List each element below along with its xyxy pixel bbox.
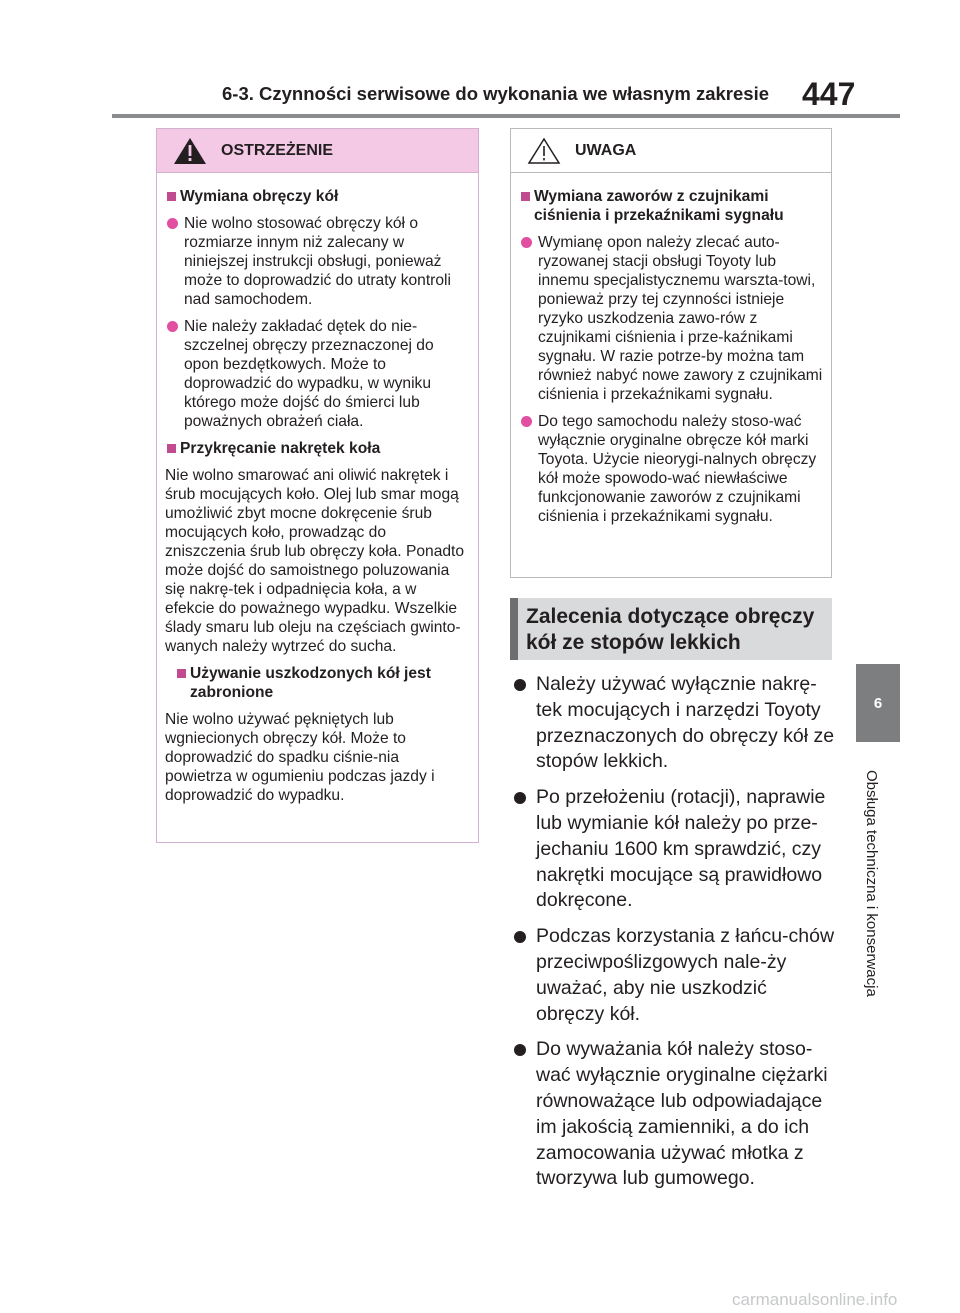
warning-triangle-icon [173, 137, 207, 165]
warning-header [157, 129, 478, 173]
main-list [510, 672, 840, 1202]
dot-bullet-icon [514, 1044, 526, 1056]
square-bullet-icon [177, 669, 186, 678]
warning-bullet: Nie należy zakładać dętek do nie-szczelnej obręczy przeznaczonej do opon bezdętkowych. Może to doprowadzić do wypadku, w wyniku którego może dojść do śmierci lub poważnych obrażeń ciała. [165, 317, 470, 431]
warning-paragraph: Nie wolno smarować ani oliwić nakrętek i śrub mocujących koło. Olej lub smar mogą umożliwić zbyt mocne dokręcenie śrub mocujących koło, prowadząc do zniszczenia śrub lub obręczy koła. Ponadto może dojść do samoistnego poluzowania się nakrę-tek i odpadnięcia koła, a w efekcie do poważnego wypadku. Wszelkie ślady smaru lub oleju na częściach gwinto-wanych należy wytrzeć do sucha. [165, 467, 465, 655]
dot-bullet-icon [514, 679, 526, 691]
list-item: Do wyważania kół należy stoso-wać wyłącznie oryginalne ciężarki równoważące lub odpowiadające im jakością zamienniki, a do ich zamocowania używać młotka z tworzywa lub gumowego. [510, 1037, 840, 1192]
page-number: 447 [802, 76, 856, 112]
warning-bullet: Nie wolno stosować obręczy kół o rozmiarze innym niż zalecany w niniejszej instrukcji obsługi, ponieważ może to doprowadzić do utraty kontroli nad samochodem. [165, 214, 470, 309]
dot-bullet-icon [167, 321, 178, 332]
dot-bullet-icon [521, 237, 532, 248]
warning-subheading: Używanie uszkodzonych kół jest zabronione [165, 664, 470, 702]
section-heading: Zalecenia dotyczące obręczy kół ze stopów lekkich [510, 598, 832, 660]
square-bullet-icon [521, 192, 530, 201]
dot-bullet-icon [514, 931, 526, 943]
chapter-tab[interactable]: 6 [856, 664, 900, 742]
header-rule [112, 114, 900, 118]
caution-bullet: Wymianę opon należy zlecać auto-ryzowanej stacji obsługi Toyoty lub innemu specjalistycznemu warszta-towi, ponieważ przy tej czynności istnieje ryzyko uszkodzenia zawo-rów z czujnikami ciśnienia i prze-kaźnikami sygnału. W razie potrze-by można tam również nabyć nowe zawory z czujnikami ciśnienia i przekaźnikami sygnału. [519, 233, 823, 404]
caution-bullet: Do tego samochodu należy stoso-wać wyłącznie oryginalne obręcze kół marki Toyota. Użycie nieorygi-nalnych obręczy kół może spowodo-wać niewłaściwe funkcjonowanie zaworów z czujnikami ciśnienia i przekaźnikami sygnału. [519, 412, 823, 526]
dot-bullet-icon [167, 218, 178, 229]
warning-subheading: Przykręcanie nakrętek koła [165, 439, 470, 458]
watermark: carmanualsonline.info [732, 1290, 898, 1309]
square-bullet-icon [167, 192, 176, 201]
warning-paragraph: Nie wolno używać pękniętych lub wgniecionych obręczy kół. Może to doprowadzić do spadku ciśnie-nia powietrza w ogumieniu podczas jazdy i doprowadzić do wypadku. [165, 711, 435, 804]
chapter-title-vertical: Obsługa techniczna i konserwacja [863, 770, 880, 997]
warning-box [156, 128, 479, 843]
list-item: Po przełożeniu (rotacji), naprawie lub wymianie kół należy po prze-jechaniu 1600 km sprawdzić, czy nakrętki mocujące są prawidłowo dokręcone. [510, 785, 840, 914]
dot-bullet-icon [521, 416, 532, 427]
list-item: Należy używać wyłącznie nakrę-tek mocujących i narzędzi Toyoty przeznaczonych do obręczy kół ze stopów lekkich. [510, 672, 840, 775]
caution-subheading: Wymiana zaworów z czujnikami ciśnienia i przekaźnikami sygnału [519, 187, 823, 225]
warning-subheading: Wymiana obręczy kół [165, 187, 470, 206]
caution-header [511, 129, 831, 173]
dot-bullet-icon [514, 792, 526, 804]
page-header-title: 6-3. Czynności serwisowe do wykonania we własnym zakresie [222, 83, 769, 104]
caution-title: UWAGA [575, 141, 637, 159]
caution-triangle-icon [527, 137, 561, 165]
warning-title: OSTRZEŻENIE [221, 141, 334, 159]
caution-box [510, 128, 832, 578]
square-bullet-icon [167, 444, 176, 453]
list-item: Podczas korzystania z łańcu-chów przeciwpoślizgowych nale-ży uważać, aby nie uszkodzić obręczy kół. [510, 924, 840, 1027]
